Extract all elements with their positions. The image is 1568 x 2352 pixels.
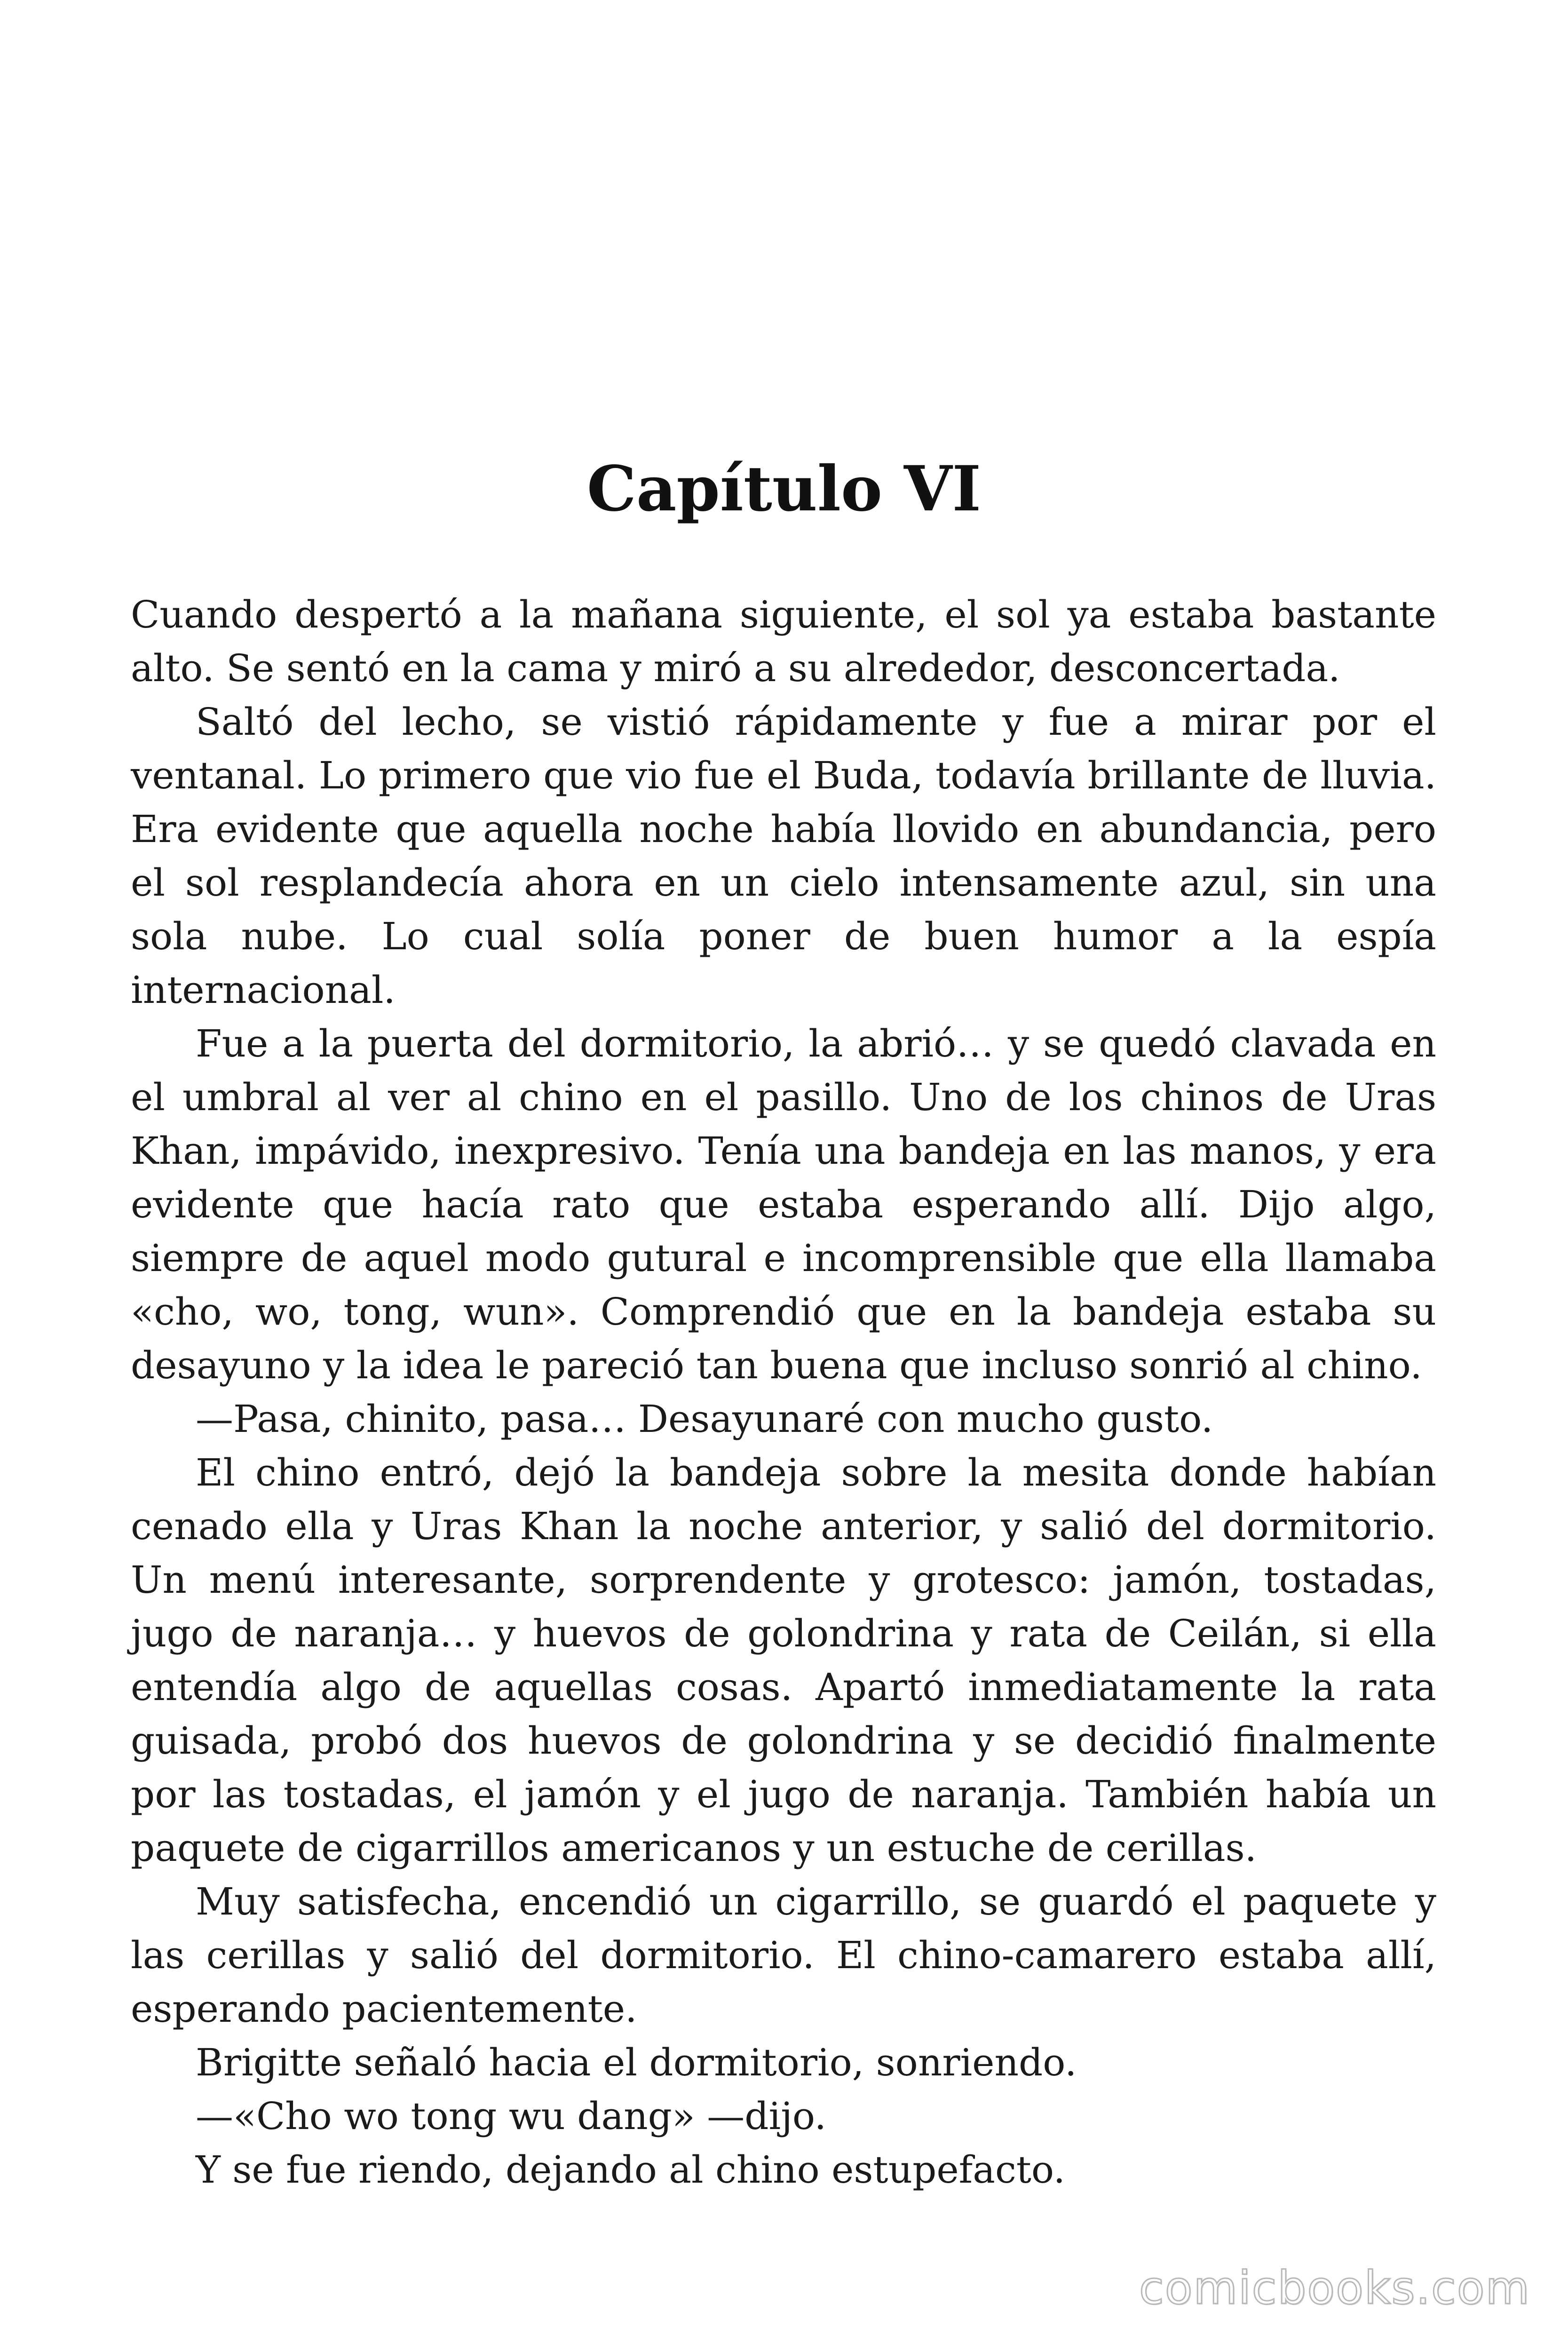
paragraph: Y se fue riendo, dejando al chino estupefacto. <box>196 2148 1066 2192</box>
paragraph: Brigitte señaló hacia el dormitorio, sonriendo. <box>196 2041 1077 2084</box>
paragraph: Fue a la puerta del dormitorio, la abrió… y se quedó clavada en el umbral al ver al chino en el pasillo. Uno de los chinos de Uras Khan, impávido, inexpresivo. Tenía una bandeja en las manos, y era evidente que hacía rato que estaba esperando allí. Dijo algo, siempre de aquel modo gutural e incomprensible que ella llamaba «cho, wo, tong, wun». Comprendió que en la bandeja estaba su desayuno y la idea le pareció tan buena que incluso sonrió al chino. <box>131 1022 1436 1387</box>
paragraph: El chino entró, dejó la bandeja sobre la mesita donde habían cenado ella y Uras Khan la noche anterior, y salió del dormitorio. Un menú interesante, sorprendente y grotesco: jamón, tostadas, jugo de naranja… y huevos de golondrina y rata de Ceilán, si ella entendía algo de aquellas cosas. Apartó inmediatamente la rata guisada, probó dos huevos de golondrina y se decidió finalmente por las tostadas, el jamón y el jugo de naranja. También había un paquete de cigarrillos americanos y un estuche de cerillas. <box>131 1451 1436 1870</box>
watermark-logo: comicbooks.com <box>1139 2262 1530 2314</box>
paragraph: Muy satisfecha, encendió un cigarrillo, se guardó el paquete y las cerillas y salió del dormitorio. El chino-camarero estaba allí, esperando pacientemente. <box>131 1880 1436 2031</box>
paragraph: Saltó del lecho, se vistió rápidamente y fue a mirar por el ventanal. Lo primero que vio fue el Buda, todavía brillante de lluvia. Era evidente que aquella noche había llovido en abundancia, pero el sol resplandecía ahora en un cielo intensamente azul, sin una sola nube. Lo cual solía poner de buen humor a la espía internacional. <box>131 700 1436 1012</box>
paragraph: Cuando despertó a la mañana siguiente, el sol ya estaba bastante alto. Se sentó en la cama y miró a su alrededor, desconcertada. <box>131 593 1436 690</box>
dialogue-line: —Pasa, chinito, pasa… Desayunaré con mucho gusto. <box>196 1397 1213 1441</box>
dialogue-line: —«Cho wo tong wu dang» —dijo. <box>196 2094 827 2138</box>
chapter-body <box>131 588 1436 2197</box>
chapter-title: Capítulo VI <box>586 453 982 525</box>
